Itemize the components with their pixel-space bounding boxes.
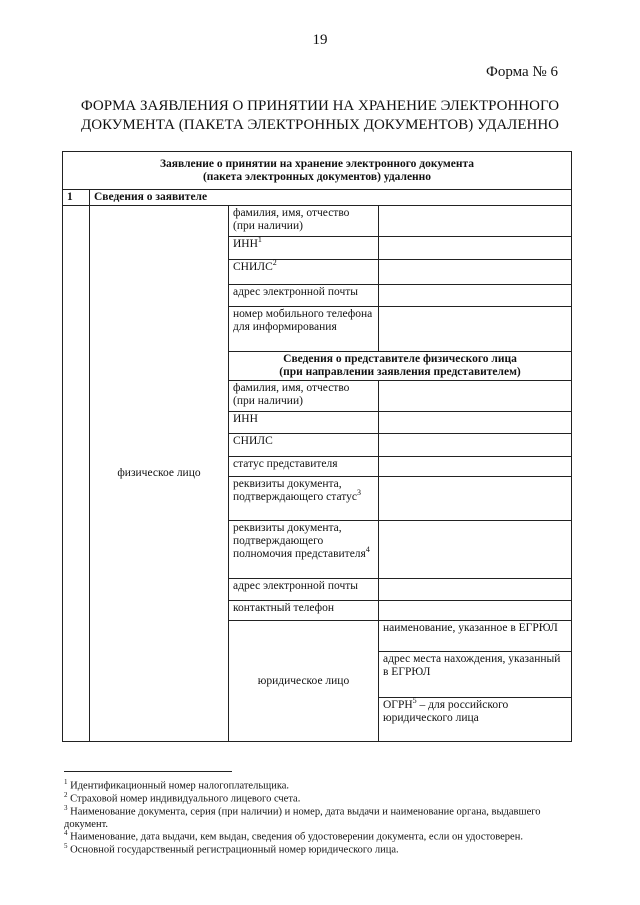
field-value[interactable] xyxy=(379,237,572,260)
field-value[interactable] xyxy=(379,457,572,477)
document-title xyxy=(40,97,600,135)
form-header: Заявление о принятии на хранение электронного документа (пакета электронных документов) удаленно xyxy=(63,152,572,190)
field-value[interactable] xyxy=(379,434,572,457)
footnote-ref: 5 xyxy=(412,696,417,706)
field-value[interactable] xyxy=(379,260,572,285)
field-value[interactable] xyxy=(379,579,572,601)
application-form-table xyxy=(62,151,572,742)
section-number-cell xyxy=(63,206,90,742)
field-value[interactable] xyxy=(379,206,572,237)
footnote-5: $^5$ Основной государственный регистрационный номер юридического лица. xyxy=(64,842,399,856)
field-label: фамилия, имя, отчество (при наличии) xyxy=(229,206,379,237)
field-label: ИНН xyxy=(229,412,379,434)
form-number: Форма № 6 xyxy=(486,64,558,80)
footnote-3: $^3$ Наименование документа, серия (при наличии) и номер, дата выдачи и наименование органа, выдавшего документ. xyxy=(64,804,541,830)
field-value[interactable] xyxy=(379,521,572,579)
footnote-1: $^1$ Идентификационный номер налогоплательщика. xyxy=(64,778,290,792)
field-value[interactable] xyxy=(379,285,572,307)
section-number: 1 xyxy=(63,190,90,206)
field-label: контактный телефон xyxy=(229,601,379,621)
title-line-2: ДОКУМЕНТА (ПАКЕТА ЭЛЕКТРОННЫХ ДОКУМЕНТОВ) УДАЛЕННО xyxy=(81,117,559,133)
footnote-4: $^4$ Наименование, дата выдачи, кем выдан, сведения об удостоверении документа, если он удостоверен. xyxy=(64,829,523,843)
footnote-ref: 2 xyxy=(272,258,277,268)
title-line-1: ФОРМА ЗАЯВЛЕНИЯ О ПРИНЯТИИ НА ХРАНЕНИЕ ЭЛЕКТРОННОГО xyxy=(80,98,560,114)
field-label: наименование, указанное в ЕГРЮЛ xyxy=(379,621,572,652)
footnote-ref: 4 xyxy=(365,545,370,555)
representative-header: Сведения о представителе физического лица (при направлении заявления представителем) xyxy=(229,352,572,381)
individual-label: физическое лицо xyxy=(90,206,229,742)
field-label: статус представителя xyxy=(229,457,379,477)
field-label: СНИЛС xyxy=(229,434,379,457)
field-value[interactable] xyxy=(379,477,572,521)
field-label: адрес электронной почты xyxy=(229,285,379,307)
field-label: фамилия, имя, отчество (при наличии) xyxy=(229,381,379,412)
field-label: адрес электронной почты xyxy=(229,579,379,601)
field-label: реквизиты документа, подтверждающего полномочия представителя$^4$ xyxy=(229,521,379,579)
field-label: СНИЛС$^2$ xyxy=(229,260,379,285)
field-label: ИНН$^1$ xyxy=(229,237,379,260)
footnote-divider xyxy=(64,771,232,772)
field-value[interactable] xyxy=(379,381,572,412)
field-value[interactable] xyxy=(379,601,572,621)
footnote-ref: 1 xyxy=(257,235,262,245)
footnote-ref: 3 xyxy=(356,488,361,498)
field-label: адрес места нахождения, указанный в ЕГРЮЛ xyxy=(379,652,572,698)
legal-entity-label: юридическое лицо xyxy=(229,621,379,742)
field-label: ОГРН$^5$ – для российского юридического лица xyxy=(379,698,572,742)
section-title: Сведения о заявителе xyxy=(90,190,572,206)
field-value[interactable] xyxy=(379,412,572,434)
field-value[interactable] xyxy=(379,307,572,352)
field-label: реквизиты документа, подтверждающего статус$^3$ xyxy=(229,477,379,521)
field-label: номер мобильного телефона для информирования xyxy=(229,307,379,352)
footnote-2: $^2$ Страховой номер индивидуального лицевого счета. xyxy=(64,791,301,805)
page-number: 19 xyxy=(312,32,328,48)
